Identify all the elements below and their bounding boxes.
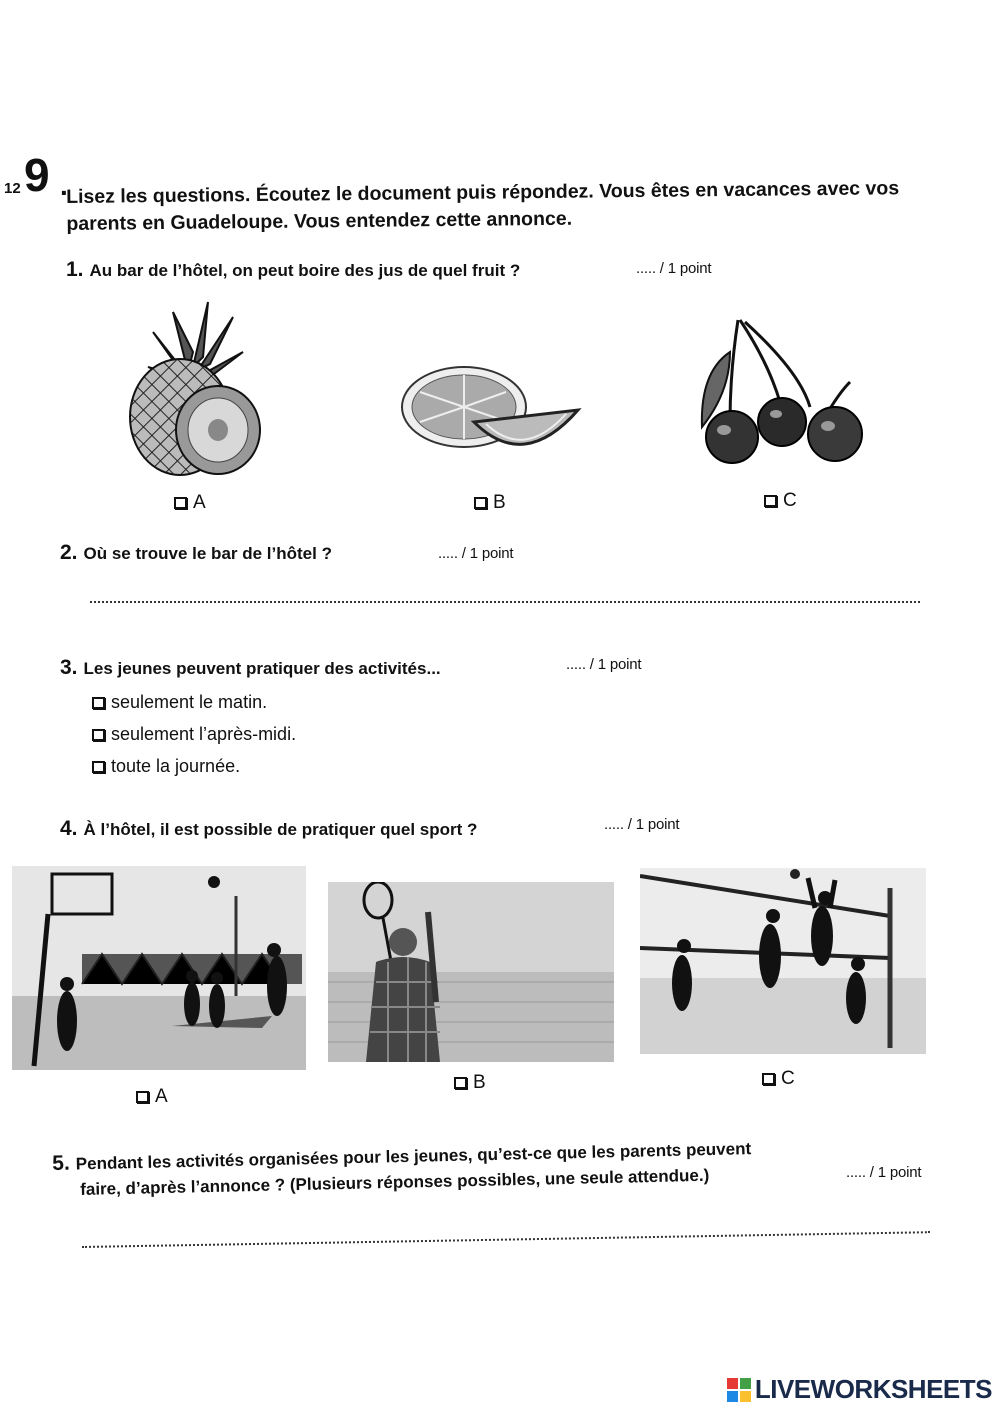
- q4-choice-b[interactable]: B: [454, 1072, 486, 1094]
- badminton-photo-icon: [328, 882, 614, 1062]
- q1-checkbox-a[interactable]: [174, 497, 187, 509]
- basketball-photo-icon: [12, 866, 306, 1070]
- liveworksheets-logo: [727, 1374, 992, 1405]
- logo-text: LIVEWORKSHEETS: [754, 1374, 992, 1404]
- q1-checkbox-b[interactable]: [474, 497, 487, 509]
- q4-checkbox-c[interactable]: [762, 1073, 775, 1085]
- question-1: [66, 258, 520, 282]
- question-4: 4. À l’hôtel, il est possible de pratiquer quel sport ?: [60, 817, 478, 840]
- exercise-number-dot: .: [60, 170, 68, 201]
- logo-cube-icon: [727, 1378, 751, 1402]
- question-2-points: ..... / 1 point: [438, 545, 514, 562]
- q1-checkbox-c[interactable]: [764, 495, 777, 507]
- cherries-icon: [690, 312, 880, 472]
- q1-choice-a[interactable]: A: [174, 492, 206, 514]
- question-1-points: ..... / 1 point: [636, 260, 712, 277]
- exercise-number: 9: [24, 149, 50, 201]
- question-4-points: ..... / 1 point: [604, 816, 680, 833]
- question-5-answer-line[interactable]: [82, 1231, 930, 1248]
- question-3-points: ..... / 1 point: [566, 656, 642, 673]
- page-number: 12: [4, 180, 21, 197]
- beach-volleyball-photo-icon: [640, 868, 926, 1054]
- q3-checkbox-3[interactable]: [92, 761, 105, 773]
- q4-choice-c[interactable]: C: [762, 1068, 795, 1090]
- q3-checkbox-2[interactable]: [92, 729, 105, 741]
- question-2-answer-line[interactable]: [90, 601, 920, 603]
- question-5: 5. Pendant les activités organisées pour les jeunes, qu’est-ce que les parents peuvent: [52, 1139, 752, 1175]
- pineapple-icon: [118, 282, 278, 482]
- q3-option-1[interactable]: seulement le matin.: [92, 692, 267, 713]
- question-1-number: 1.: [66, 258, 84, 281]
- q3-option-2[interactable]: seulement l’après-midi.: [92, 724, 296, 745]
- exercise-instructions: Lisez les questions. Écoutez le document puis répondez. Vous êtes en vacances avec vos parents en Guadeloupe. Vous entendez cette annonce.: [66, 177, 900, 235]
- q3-option-3[interactable]: toute la journée.: [92, 756, 240, 777]
- q4-choice-a[interactable]: A: [136, 1086, 168, 1108]
- question-5-points: ..... / 1 point: [846, 1164, 922, 1181]
- question-1-text: Au bar de l’hôtel, on peut boire des jus de quel fruit ?: [89, 261, 521, 280]
- question-5-line-2: faire, d’après l’annonce ? (Plusieurs réponses possibles, une seule attendue.): [80, 1165, 710, 1199]
- q4-checkbox-a[interactable]: [136, 1091, 149, 1103]
- grapefruit-icon: [396, 352, 586, 477]
- question-3: 3. Les jeunes peuvent pratiquer des activités...: [60, 656, 441, 679]
- q1-choice-b[interactable]: B: [474, 492, 506, 514]
- question-2: 2. Où se trouve le bar de l’hôtel ?: [60, 541, 332, 564]
- q4-checkbox-b[interactable]: [454, 1077, 467, 1089]
- q1-choice-c[interactable]: C: [764, 490, 797, 512]
- q3-checkbox-1[interactable]: [92, 697, 105, 709]
